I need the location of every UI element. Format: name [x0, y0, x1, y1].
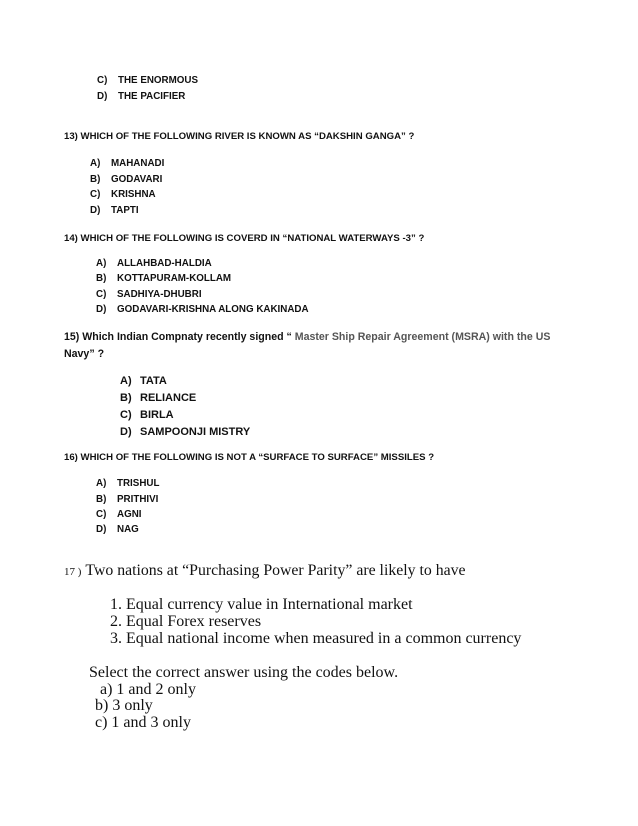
option-label: A)	[90, 158, 101, 169]
q16-option-c	[96, 509, 142, 520]
option-label: C)	[97, 75, 108, 86]
q16-option-a	[96, 478, 159, 489]
option-label: D)	[96, 304, 107, 315]
q14-option-c	[96, 289, 202, 300]
q13-option-c	[90, 189, 156, 200]
q15-option-c	[120, 409, 174, 421]
q17-code-a: a) 1 and 2 only	[100, 681, 196, 698]
q14-option-a	[96, 258, 212, 269]
q15-question-line2: Navy” ?	[64, 348, 105, 360]
q13-question: 13) WHICH OF THE FOLLOWING RIVER IS KNOWN AS “DAKSHIN GANGA” ?	[64, 131, 415, 142]
option-text: ALLAHBAD-HALDIA	[117, 258, 212, 269]
q17-code-c: c) 1 and 3 only	[95, 714, 191, 731]
option-label: D)	[120, 426, 132, 438]
option-text: TATA	[140, 375, 167, 387]
option-text: AGNI	[117, 509, 142, 520]
q12-option-d	[97, 91, 185, 102]
q16-option-b	[96, 494, 158, 505]
option-text: SADHIYA-DHUBRI	[117, 289, 202, 300]
option-label: A)	[96, 258, 107, 269]
option-label: B)	[90, 174, 101, 185]
q17-statement-1: 1. Equal currency value in International market	[110, 596, 413, 613]
option-text: BIRLA	[140, 409, 174, 421]
q15-question-line1	[64, 331, 550, 343]
q14-option-d	[96, 304, 309, 315]
option-text: GODAVARI	[111, 174, 163, 185]
option-text: TRISHUL	[117, 478, 160, 489]
option-label: D)	[96, 524, 107, 535]
q17-number: 17 )	[64, 566, 82, 578]
q12-option-c	[97, 75, 198, 86]
option-text: KRISHNA	[111, 189, 156, 200]
option-text: THE PACIFIER	[118, 91, 186, 102]
option-label: B)	[120, 392, 132, 404]
q13-option-a	[90, 158, 164, 169]
q13-option-d	[90, 205, 139, 216]
q14-question: 14) WHICH OF THE FOLLOWING IS COVERD IN “NATIONAL WATERWAYS -3” ?	[64, 233, 425, 244]
option-label: C)	[90, 189, 101, 200]
q15-option-a	[120, 375, 167, 387]
option-text: NAG	[117, 524, 139, 535]
option-text: RELIANCE	[140, 392, 197, 404]
option-text: THE ENORMOUS	[118, 75, 199, 86]
option-label: C)	[120, 409, 132, 421]
option-text: MAHANADI	[111, 158, 165, 169]
q14-option-b	[96, 273, 231, 284]
option-text: GODAVARI-KRISHNA ALONG KAKINADA	[117, 304, 309, 315]
option-text: KOTTAPURAM-KOLLAM	[117, 273, 232, 284]
option-label: A)	[96, 478, 107, 489]
q16-question: 16) WHICH OF THE FOLLOWING IS NOT A “SURFACE TO SURFACE” MISSILES ?	[64, 452, 435, 463]
option-label: B)	[96, 494, 107, 505]
option-text: TAPTI	[111, 205, 139, 216]
option-label: D)	[97, 91, 108, 102]
q15-option-d	[120, 426, 250, 438]
q17-question: Two nations at “Purchasing Power Parity” are likely to have	[85, 562, 466, 579]
option-text: SAMPOONJI MISTRY	[140, 426, 251, 438]
q15-question-highlight: Master Ship Repair Agreement (MSRA) with the US	[294, 331, 551, 343]
q15-option-b	[120, 392, 196, 404]
option-label: A)	[120, 375, 132, 387]
option-label: C)	[96, 289, 107, 300]
q17-statement-3: 3. Equal national income when measured in a common currency	[110, 630, 522, 647]
q16-option-d	[96, 524, 139, 535]
q17-question-line	[64, 562, 466, 580]
option-label: B)	[96, 273, 107, 284]
option-label: D)	[90, 205, 101, 216]
q17-statement-2: 2. Equal Forex reserves	[110, 613, 262, 630]
q17-instruction: Select the correct answer using the codes below.	[89, 664, 399, 681]
option-text: PRITHIVI	[117, 494, 159, 505]
q17-code-b: b) 3 only	[95, 697, 153, 714]
q15-question-prefix: 15) Which Indian Compnaty recently signed “	[64, 331, 295, 343]
q13-option-b	[90, 174, 162, 185]
option-label: C)	[96, 509, 107, 520]
